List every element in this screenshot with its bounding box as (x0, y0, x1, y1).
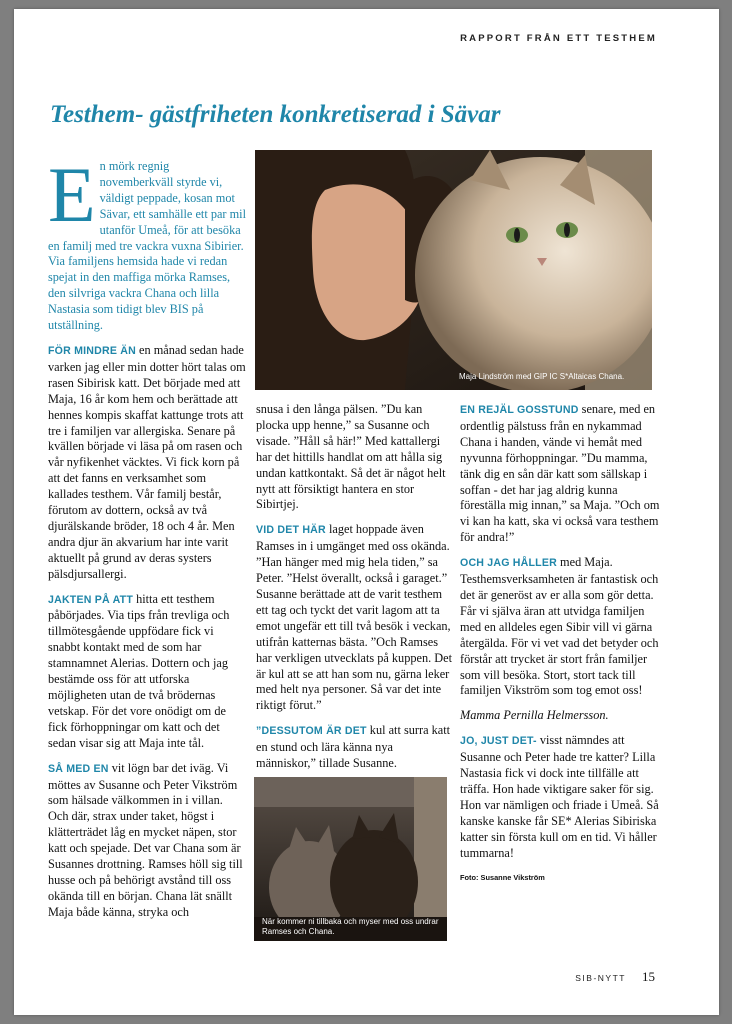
column-1 (48, 151, 246, 930)
paragraph-text: kul att surra katt en stund och lära känna nya människor,” tillade Susanne. (256, 723, 451, 771)
lead-in: JO, JUST DET- (460, 735, 537, 748)
lead-in: JAKTEN PÅ ATT (48, 593, 133, 606)
lead-in: OCH JAG HÅLLER (460, 557, 557, 570)
running-header: RAPPORT FRÅN ETT TESTHEM (460, 33, 657, 44)
column-2 (256, 402, 452, 781)
paragraph-text: hitta ett testhem påbörjades. Via tips från trevliga och tillmötesgående uppfödare fick vi snabbt kontakt med de som har stamnamnet Alerias. Dottern och jag bestämde oss för att utforska möjligheten utan de två brödernas vetskap. För det vore onödigt om de fick förhoppningar om katt och det sedan visar sig att Maja inte tål. (48, 591, 230, 750)
paragraph (460, 733, 660, 861)
drop-cap: E (48, 151, 96, 238)
paragraph (48, 761, 246, 921)
intro-text: n mörk regnig novemberkväll styrde vi, väldigt peppade, kosan mot Sävar, ett samhälle ett par mil utanför Umeå, för att besöka en familj med tre vackra vuxna Sibirier. Via familjens hemsida hade vi redan spejat in den maffiga mörka Ramses, den silvriga vackra Chana och lilla Nastasia som tidigt blev BIS på utställning. (48, 159, 246, 333)
lead-in: ”DESSUTOM ÄR DET (256, 725, 367, 738)
magazine-page (14, 9, 719, 1015)
column-3 (460, 402, 660, 895)
paragraph (460, 555, 660, 699)
intro-paragraph (48, 151, 246, 334)
photo-caption: När kommer ni tillbaka och myser med oss undrar Ramses och Chana. (262, 917, 439, 936)
paragraph-text: senare, med en ordentlig pälstuss från en nykammad Chana i handen, vände vi hemåt med nyvunna förhoppningar. ”Du mamma, tänk dig en sån där katt som sällskap i soffan - det har jag aldrig kunna föreställa mig innan,” sa Maja. ”Och om vi kan ha katt, ska vi också vara testhem för andra!” (460, 402, 660, 545)
lead-in: EN REJÄL GOSSTUND (460, 404, 579, 416)
paragraph-text: visst nämndes att Susanne och Peter hade tre katter? Lilla Nastasia fick vi dock inte tillfälle att träffa. Hon hade viktigare saker för sig. Hon var nämligen och friade i Umeå. Så kanske kanske får SE* Alerias Sibiriska katter sin första kull om en tid. Vi håller tummarna! (460, 733, 659, 860)
photo-girl-with-cat-image (255, 150, 652, 390)
paragraph-text: en månad sedan hade varken jag eller min dotter hört talas om rasen Sibirisk katt. Det började med att Maja, 16 år kom hem och berättade att hennes kompis skaffat kattunge trots att tre i familjen var allergiska. Senare på kvällen började vi läsa på om rasen och vår nyfikenhet väcktes. Vi fick korn på att det fanns en verksamhet som kallades testhem. Vår familj består, förutom av dottern, också av två djurälskande bröder, 18 och 4 år. Men andra djur än akvarium har inte varit aktuellt på grund av deras systers pälsdjursallergi. (48, 342, 246, 581)
lead-in: FÖR MINDRE ÄN (48, 344, 136, 357)
photo-cats-at-window (254, 777, 447, 941)
paragraph-text: med Maja. Testhemsverksamheten är fantastisk och det är generöst av er alla som gör detta. Får vi själva äran att utvidga familjen med en alldeles egen Sibir vill vi gärna återgälda. För vi vet vad det betyder och förstår att trycket är stort från familjer som vill besöka. Stort, stort tack till familjen Vikström som tog emot oss! (460, 555, 659, 698)
paragraph (48, 343, 246, 583)
paragraph (256, 723, 452, 772)
signature: Mamma Pernilla Helmersson. (460, 708, 609, 723)
photo-credit: Foto: Susanne Vikström (460, 873, 545, 883)
lead-in: SÅ MED EN (48, 762, 109, 775)
photo-girl-with-cat (255, 150, 652, 390)
paragraph: snusa i den långa pälsen. ”Du kan plocka upp henne,” sa Susanne och visade. ”Håll så här!” Med kattallergi har det hittills handlat om att hålla sig undan kattkontakt. Så det är något helt nytt att försiktigt hantera en stor Sibirtjej. (256, 402, 446, 512)
lead-in: VID DET HÄR (256, 524, 326, 537)
article-title: Testhem- gästfriheten konkretiserad i Sävar (50, 101, 501, 128)
paragraph-text: vit lögn bar det iväg. Vi möttes av Susanne och Peter Vikström som hälsade välkommen in i villan. Och där, strax under taket, högst i klätterträdet låg en mycket näpen, stor katt och spejade. Det var Chana som är Susannes drottning. Ramses höll sig till husse och på behörigt avstånd till oss okända till en början. Chana lät snällt Maja både känna, stryka och (48, 760, 243, 919)
paragraph (256, 522, 452, 714)
paragraph (460, 402, 660, 546)
page-number: 15 (642, 969, 655, 984)
paragraph (48, 592, 246, 752)
page-footer (575, 969, 655, 985)
magazine-name: SIB-NYTT (575, 973, 626, 983)
paragraph-text: laget hoppade även Ramses in i umgänget med oss okända. ”Han hänger med mig hela tiden,” sa Peter. ”Helst överallt, också i garaget.” Susanne berättade att de varit testhem ett tag och tyckt det varit lagom att ta emot ungefär ett till två besök i veckan, utifrån katternas bästa. ”Och Ramses har verkligen utvecklats på kuppen. Det är kul att se att han som nu, gärna leker med helt nya personer. Så var det inte riktigt förut.” (256, 522, 452, 713)
photo-caption: Maja Lindström med GIP IC S*Altaicas Chana. (459, 372, 625, 381)
